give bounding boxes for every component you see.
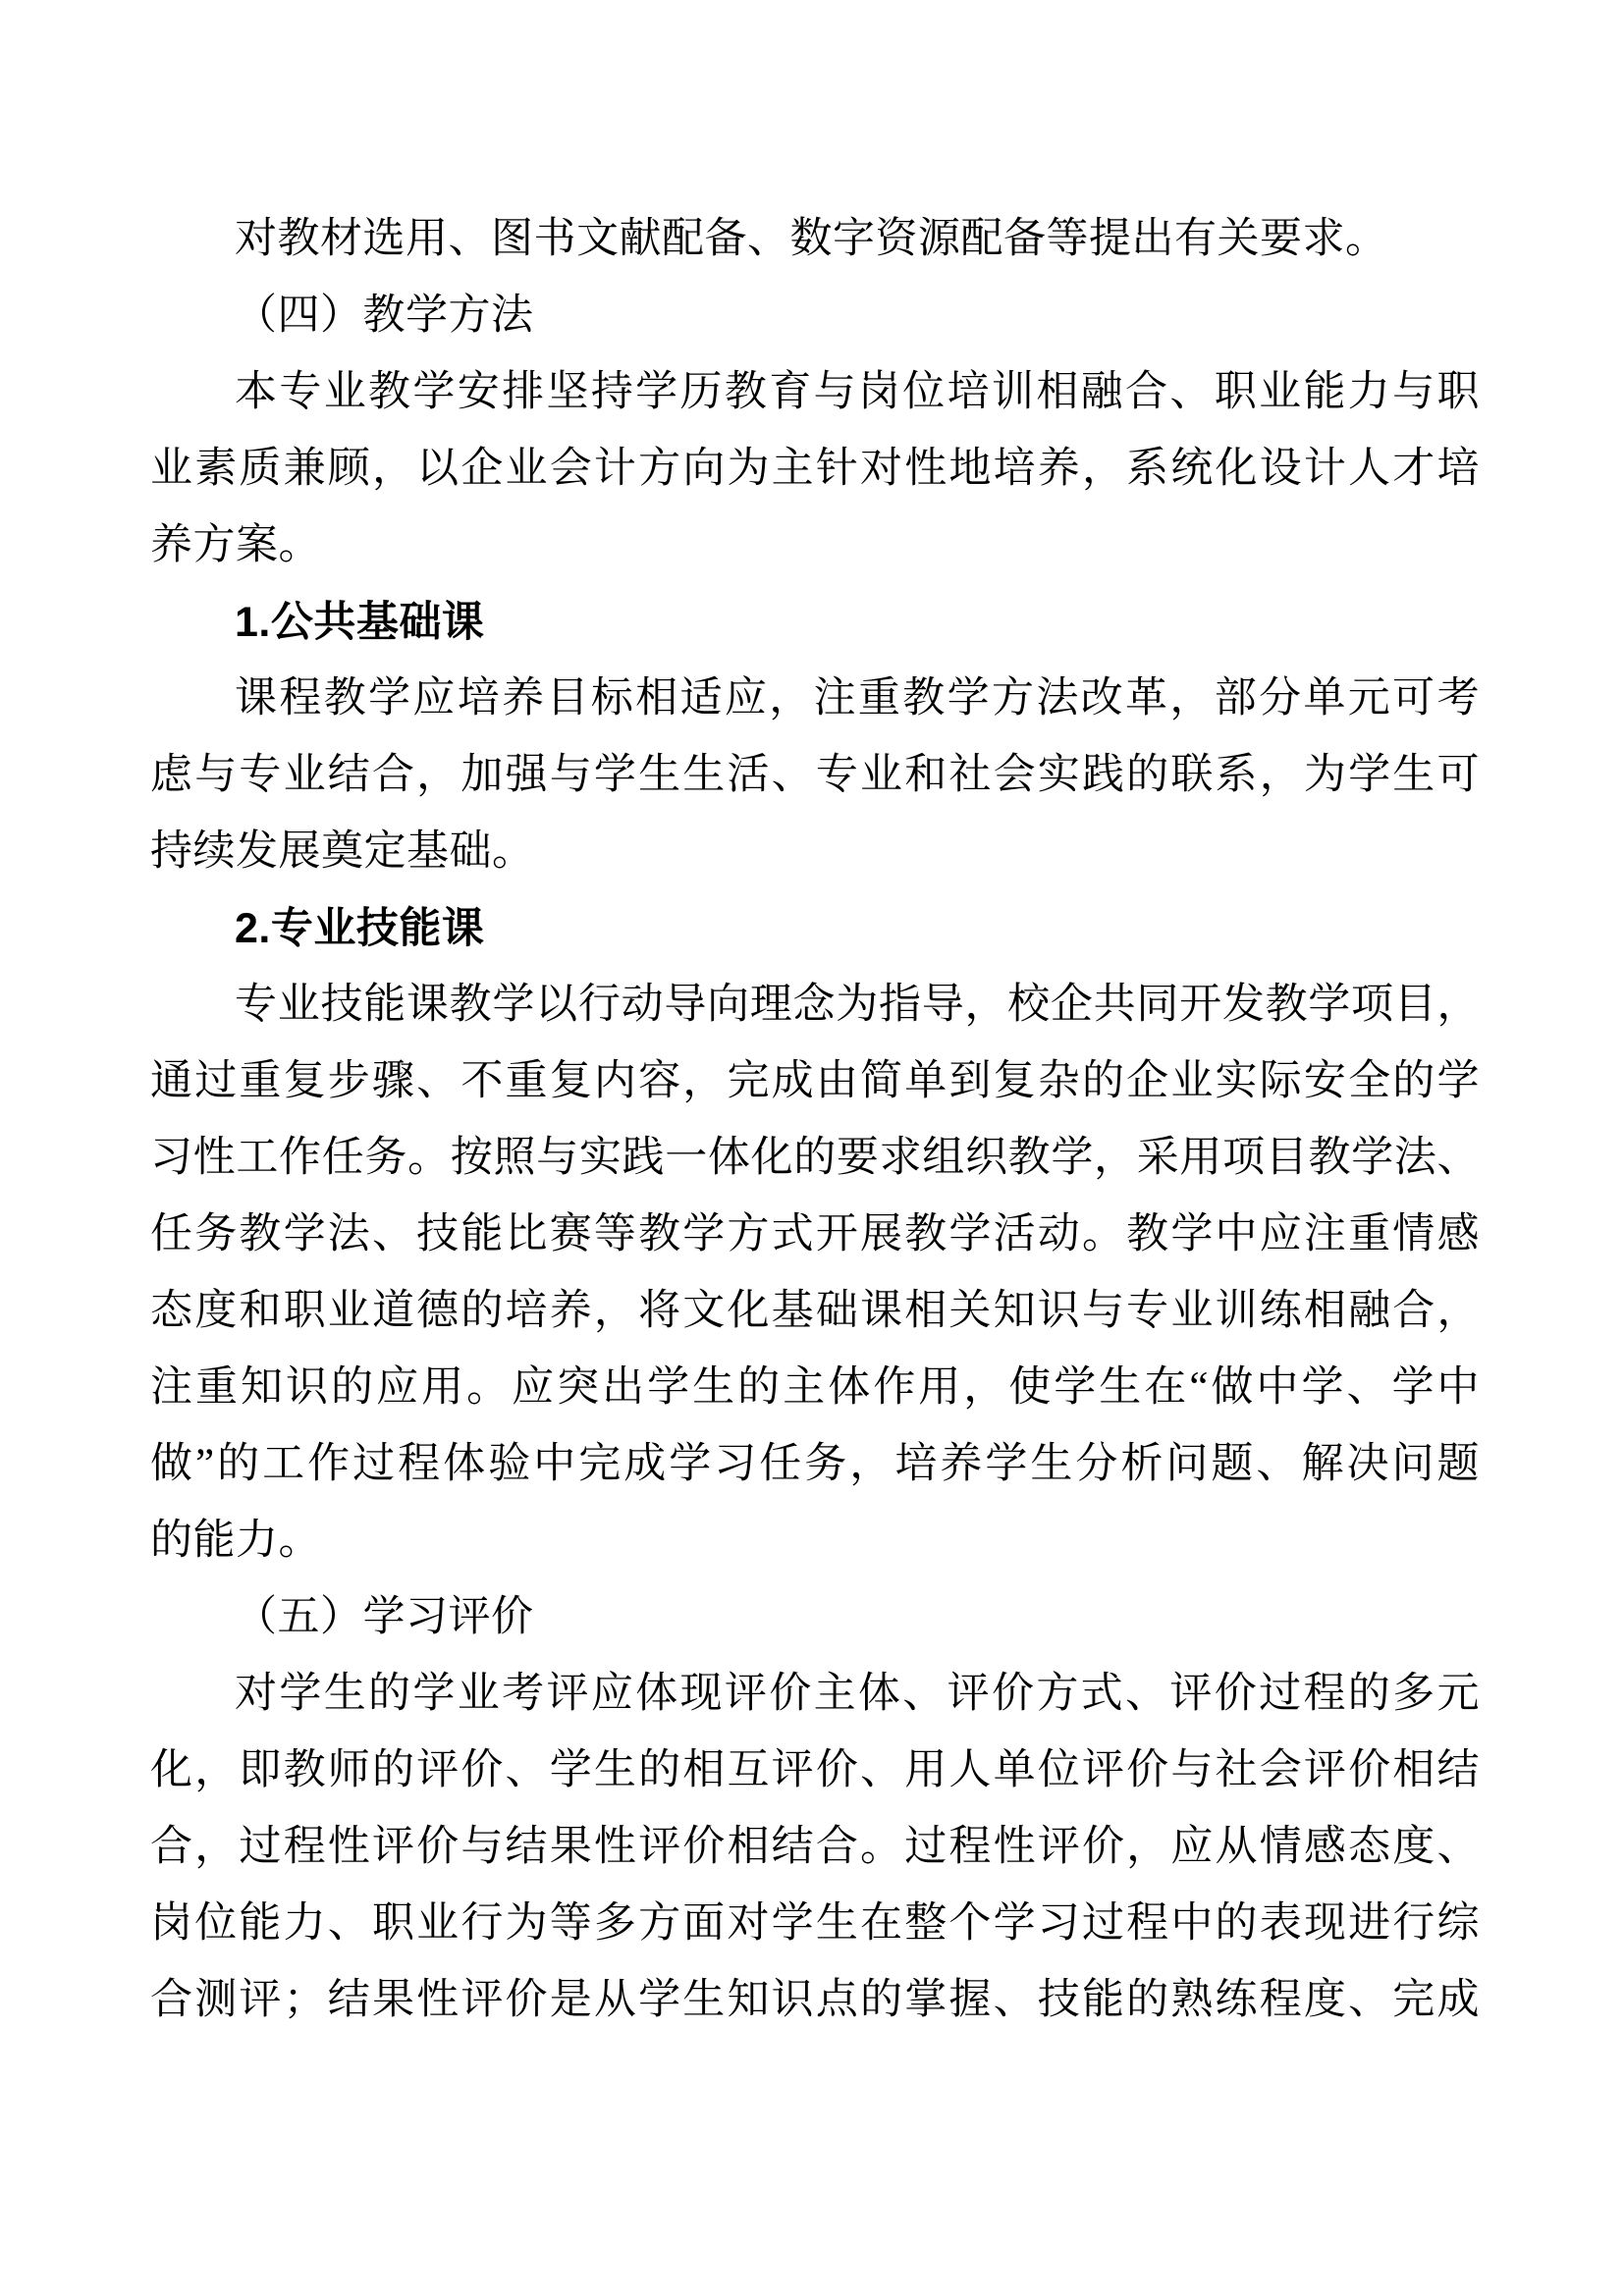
paragraph-professional-skill-courses xyxy=(150,967,1480,1579)
text-line: 岗位能力、职业行为等多方面对学生在整个学习过程中的表现进行综 xyxy=(150,1900,1480,1947)
text-line: 养方案。 xyxy=(150,522,321,568)
heading-line: 1.公共基础课 xyxy=(235,599,485,646)
heading-professional-skill-courses xyxy=(150,890,1480,967)
paragraph-continuation xyxy=(150,201,1480,278)
text-line: 专业技能课教学以行动导向理念为指导，校企共同开发教学项目， xyxy=(235,982,1480,1028)
text-line: 对教材选用、图书文献配备、数字资源配备等提出有关要求。 xyxy=(235,216,1388,262)
text-line: 注重知识的应用。应突出学生的主体作用，使学生在“做中学、学中 xyxy=(150,1364,1480,1411)
heading-public-basic-courses xyxy=(150,584,1480,661)
text-line: 态度和职业道德的培养，将文化基础课相关知识与专业训练相融合， xyxy=(150,1288,1480,1334)
text-line: 虑与专业结合，加强与学生生活、专业和社会实践的联系，为学生可 xyxy=(150,752,1480,798)
text-line: 持续发展奠定基础。 xyxy=(150,828,535,875)
heading-section-4 xyxy=(150,278,1480,354)
paragraph-public-basic-courses xyxy=(150,661,1480,890)
text-line: 任务教学法、技能比赛等教学方式开展教学活动。教学中应注重情感 xyxy=(150,1211,1480,1257)
heading-section-5 xyxy=(150,1579,1480,1656)
text-line: 做”的工作过程体验中完成学习任务，培养学生分析问题、解决问题 xyxy=(150,1441,1480,1487)
text-line: 课程教学应培养目标相适应，注重教学方法改革，部分单元可考 xyxy=(235,675,1480,721)
paragraph-learning-evaluation xyxy=(150,1656,1480,2039)
heading-line: （五）学习评价 xyxy=(235,1594,534,1640)
text-line: 合，过程性评价与结果性评价相结合。过程性评价，应从情感态度、 xyxy=(150,1824,1480,1870)
text-line: 业素质兼顾，以企业会计方向为主针对性地培养，系统化设计人才培 xyxy=(150,446,1480,492)
text-block xyxy=(150,201,1480,2039)
heading-line: 2.专业技能课 xyxy=(235,905,485,952)
heading-line: （四）教学方法 xyxy=(235,293,534,339)
paragraph-teaching-arrangement xyxy=(150,354,1480,584)
text-line: 本专业教学安排坚持学历教育与岗位培训相融合、职业能力与职 xyxy=(235,369,1480,415)
text-line: 对学生的学业考评应体现评价主体、评价方式、评价过程的多元 xyxy=(235,1671,1480,1717)
text-line: 的能力。 xyxy=(150,1518,321,1564)
text-line: 习性工作任务。按照与实践一体化的要求组织教学，采用项目教学法、 xyxy=(150,1135,1480,1181)
text-line: 合测评；结果性评价是从学生知识点的掌握、技能的熟练程度、完成 xyxy=(150,1977,1480,2023)
text-line: 化，即教师的评价、学生的相互评价、用人单位评价与社会评价相结 xyxy=(150,1747,1480,1793)
text-line: 通过重复步骤、不重复内容，完成由简单到复杂的企业实际安全的学 xyxy=(150,1058,1480,1104)
